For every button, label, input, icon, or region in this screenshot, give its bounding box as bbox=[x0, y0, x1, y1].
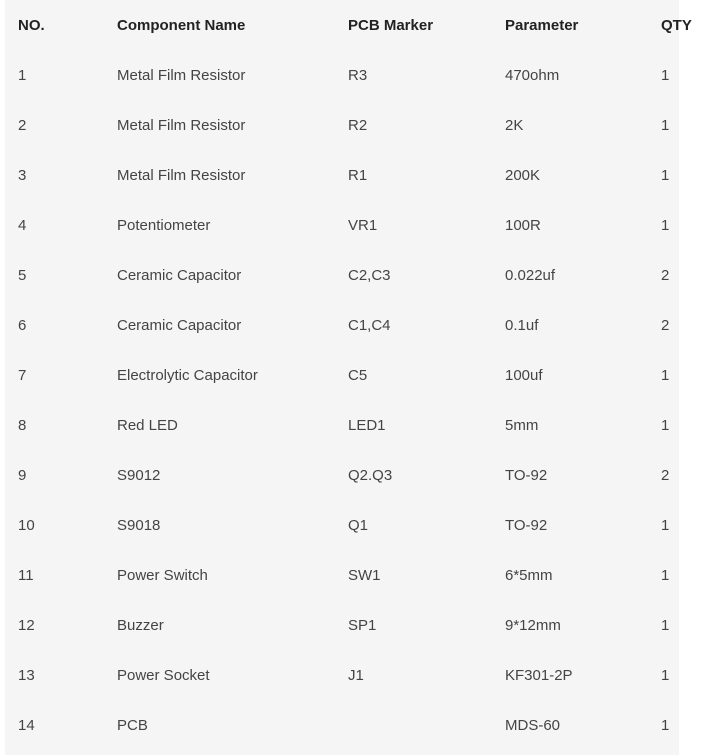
cell-no: 11 bbox=[18, 566, 34, 584]
table-row bbox=[5, 250, 705, 300]
cell-component-name: Metal Film Resistor bbox=[117, 66, 246, 84]
cell-no: 12 bbox=[18, 616, 35, 634]
cell-parameter: 100R bbox=[505, 216, 541, 234]
cell-qty: 1 bbox=[661, 66, 670, 84]
cell-pcb-marker: C5 bbox=[348, 366, 368, 384]
cell-parameter: KF301-2P bbox=[505, 666, 573, 684]
table-row bbox=[5, 500, 705, 550]
cell-parameter: 2K bbox=[505, 116, 524, 134]
cell-pcb-marker: R1 bbox=[348, 166, 368, 184]
cell-parameter: MDS-60 bbox=[505, 716, 561, 734]
cell-parameter: TO-92 bbox=[505, 466, 548, 484]
table-row bbox=[5, 450, 705, 500]
cell-qty: 2 bbox=[661, 316, 670, 334]
cell-qty: 1 bbox=[661, 516, 670, 534]
cell-pcb-marker: Q2.Q3 bbox=[348, 466, 393, 484]
cell-component-name: Electrolytic Capacitor bbox=[117, 366, 258, 384]
cell-component-name: Red LED bbox=[117, 416, 178, 434]
header-parameter: Parameter bbox=[505, 16, 579, 34]
table-row bbox=[5, 700, 705, 750]
cell-component-name: Buzzer bbox=[117, 616, 164, 634]
cell-no: 6 bbox=[18, 316, 27, 334]
cell-pcb-marker: C1,C4 bbox=[348, 316, 391, 334]
cell-pcb-marker: Q1 bbox=[348, 516, 369, 534]
cell-qty: 1 bbox=[661, 716, 670, 734]
cell-no: 1 bbox=[18, 66, 27, 84]
cell-component-name: Potentiometer bbox=[117, 216, 211, 234]
cell-pcb-marker: R2 bbox=[348, 116, 368, 134]
cell-component-name: Power Socket bbox=[117, 666, 210, 684]
cell-qty: 1 bbox=[661, 666, 670, 684]
table-row bbox=[5, 100, 705, 150]
cell-qty: 1 bbox=[661, 366, 670, 384]
cell-parameter: 470ohm bbox=[505, 66, 560, 84]
cell-parameter: 9*12mm bbox=[505, 616, 561, 634]
cell-pcb-marker: R3 bbox=[348, 66, 368, 84]
table-row bbox=[5, 300, 705, 350]
table-body bbox=[5, 50, 705, 750]
cell-component-name: Ceramic Capacitor bbox=[117, 316, 242, 334]
header-pcb-marker: PCB Marker bbox=[348, 16, 434, 34]
table-row bbox=[5, 400, 705, 450]
bom-table bbox=[5, 0, 705, 750]
cell-qty: 2 bbox=[661, 266, 670, 284]
cell-pcb-marker: J1 bbox=[348, 666, 364, 684]
cell-parameter: 5mm bbox=[505, 416, 539, 434]
cell-pcb-marker bbox=[335, 700, 492, 750]
header-qty: QTY bbox=[661, 16, 692, 34]
cell-parameter: 6*5mm bbox=[505, 566, 553, 584]
cell-parameter: 100uf bbox=[505, 366, 543, 384]
cell-qty: 2 bbox=[661, 466, 670, 484]
cell-pcb-marker: LED1 bbox=[348, 416, 386, 434]
cell-component-name: S9018 bbox=[117, 516, 161, 534]
cell-no: 13 bbox=[18, 666, 35, 684]
cell-parameter: 0.022uf bbox=[505, 266, 556, 284]
cell-no: 14 bbox=[18, 716, 35, 734]
cell-component-name: Ceramic Capacitor bbox=[117, 266, 242, 284]
cell-no: 4 bbox=[18, 216, 27, 234]
cell-pcb-marker: SP1 bbox=[348, 616, 377, 634]
cell-qty: 1 bbox=[661, 166, 670, 184]
table-row bbox=[5, 50, 705, 100]
cell-parameter: 0.1uf bbox=[505, 316, 539, 334]
cell-parameter: TO-92 bbox=[505, 516, 548, 534]
cell-component-name: Metal Film Resistor bbox=[117, 166, 246, 184]
cell-no: 9 bbox=[18, 466, 27, 484]
cell-pcb-marker: VR1 bbox=[348, 216, 378, 234]
table-row bbox=[5, 150, 705, 200]
table-header-row bbox=[5, 0, 705, 50]
cell-component-name: PCB bbox=[117, 716, 148, 734]
table-row bbox=[5, 350, 705, 400]
header-no: NO. bbox=[18, 16, 45, 34]
cell-qty: 1 bbox=[661, 116, 670, 134]
cell-qty: 1 bbox=[661, 216, 670, 234]
bom-table-panel bbox=[5, 0, 692, 755]
cell-parameter: 200K bbox=[505, 166, 541, 184]
cell-qty: 1 bbox=[661, 416, 670, 434]
cell-pcb-marker: SW1 bbox=[348, 566, 381, 584]
cell-component-name: Metal Film Resistor bbox=[117, 116, 246, 134]
cell-qty: 1 bbox=[661, 616, 670, 634]
header-component-name: Component Name bbox=[117, 16, 246, 34]
cell-qty: 1 bbox=[661, 566, 670, 584]
cell-no: 7 bbox=[18, 366, 27, 384]
cell-component-name: Power Switch bbox=[117, 566, 208, 584]
cell-no: 3 bbox=[18, 166, 27, 184]
cell-pcb-marker: C2,C3 bbox=[348, 266, 391, 284]
table-row bbox=[5, 600, 705, 650]
table-row bbox=[5, 650, 705, 700]
table-row bbox=[5, 200, 705, 250]
cell-no: 10 bbox=[18, 516, 35, 534]
cell-component-name: S9012 bbox=[117, 466, 161, 484]
table-row bbox=[5, 550, 705, 600]
cell-no: 5 bbox=[18, 266, 27, 284]
cell-no: 8 bbox=[18, 416, 27, 434]
cell-no: 2 bbox=[18, 116, 27, 134]
